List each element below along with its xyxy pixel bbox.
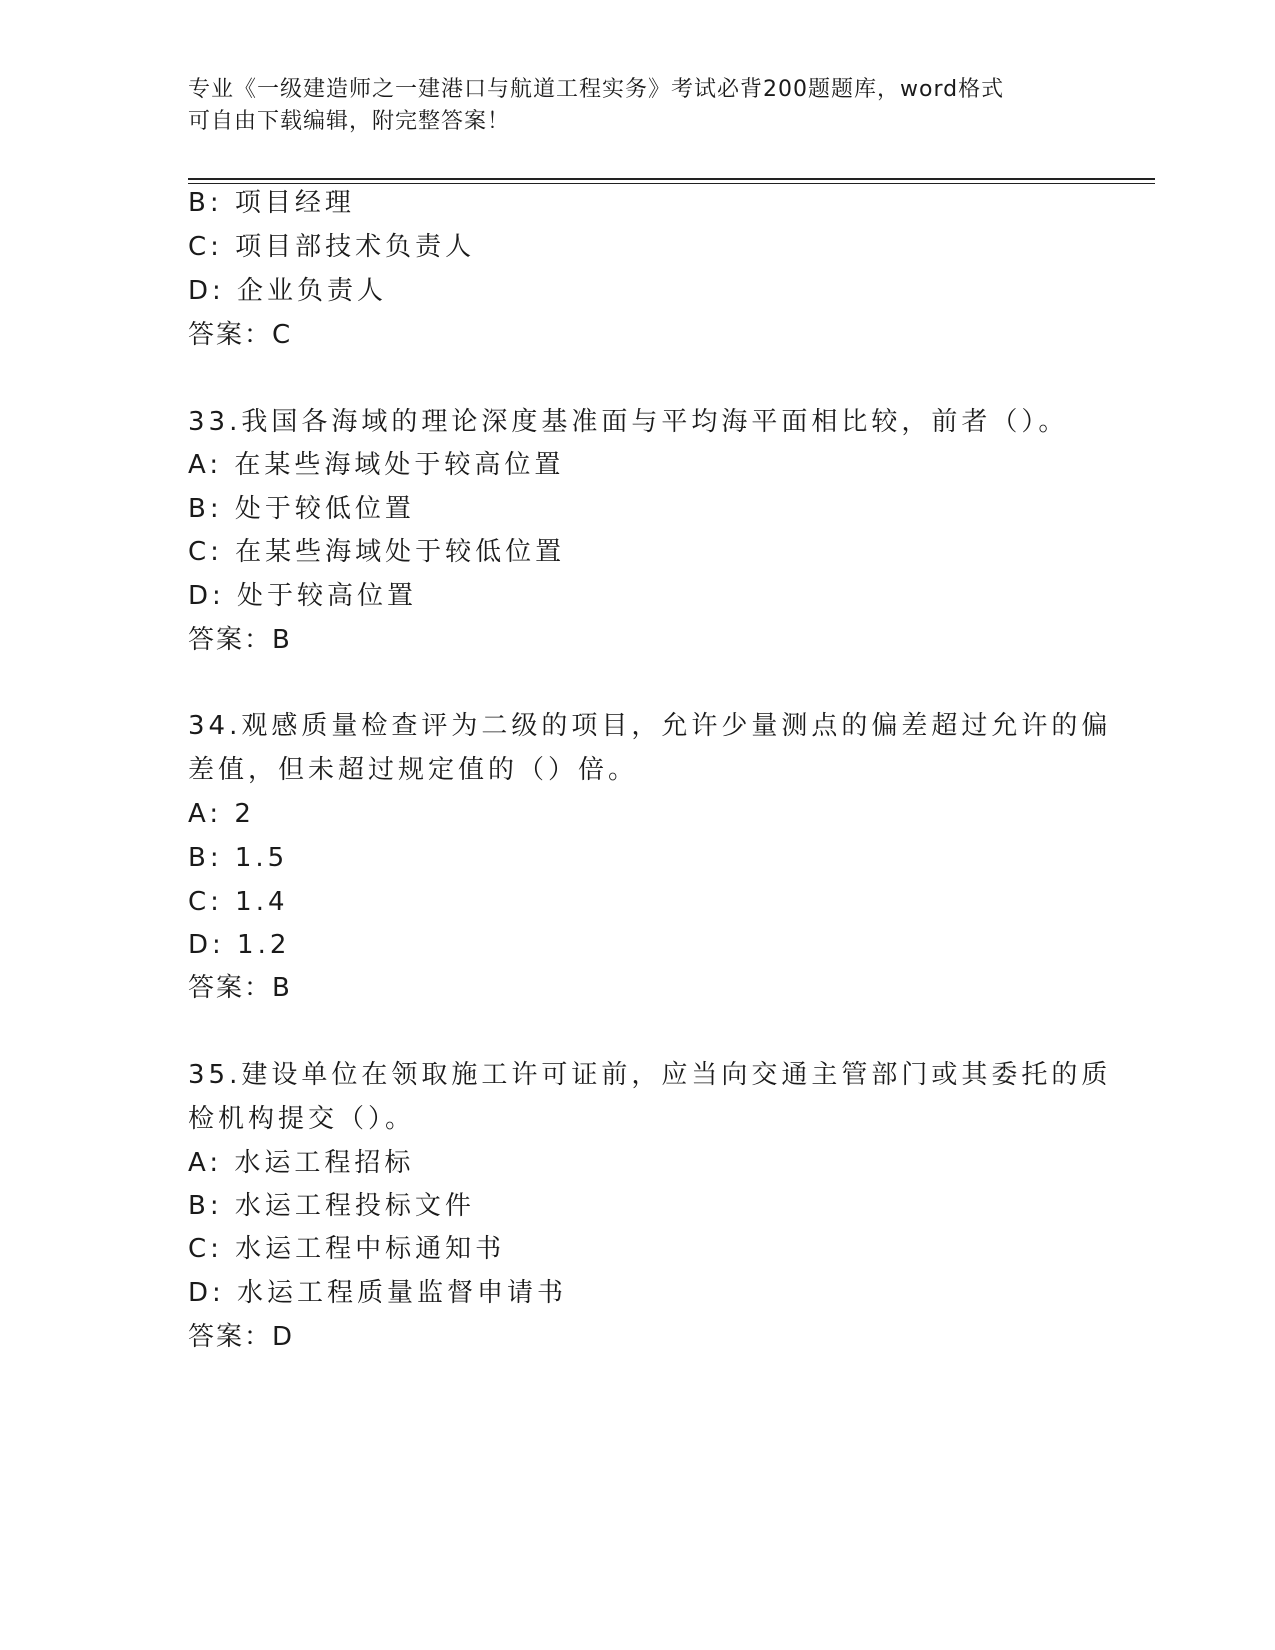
header-divider-thick — [188, 178, 1155, 180]
header-line-1: 专业《一级建造师之一建港口与航道工程实务》考试必背200题题库，word格式 — [188, 77, 1005, 102]
question-text-continued: 差值，但未超过规定值的（）倍。 — [188, 755, 639, 785]
question-text-continued: 检机构提交（）。 — [188, 1104, 416, 1134]
option-a: A: 水运工程招标 — [188, 1148, 415, 1178]
header-line-2: 可自由下载编辑，附完整答案！ — [188, 109, 511, 134]
option-a: A: 2 — [188, 799, 255, 829]
option-b: B: 1.5 — [188, 843, 289, 873]
option-c: C: 1.4 — [188, 887, 289, 917]
question-text: 35.建设单位在领取施工许可证前，应当向交通主管部门或其委托的质 — [188, 1060, 1112, 1090]
option-d: D: 处于较高位置 — [188, 581, 418, 611]
option-d: D: 水运工程质量监督申请书 — [188, 1278, 568, 1308]
option-b: B: 处于较低位置 — [188, 494, 415, 524]
answer: 答案：D — [188, 1322, 295, 1352]
option-b: B: 项目经理 — [188, 188, 355, 218]
option-a: A: 在某些海域处于较高位置 — [188, 450, 565, 480]
answer: 答案：C — [188, 320, 293, 350]
answer: 答案：B — [188, 973, 292, 1003]
option-c: C: 在某些海域处于较低位置 — [188, 537, 566, 567]
answer: 答案：B — [188, 625, 292, 655]
option-c: C: 水运工程中标通知书 — [188, 1234, 506, 1264]
question-text: 33.我国各海域的理论深度基准面与平均海平面相比较，前者（）。 — [188, 407, 1069, 437]
option-c: C: 项目部技术负责人 — [188, 232, 476, 262]
question-text: 34.观感质量检查评为二级的项目，允许少量测点的偏差超过允许的偏 — [188, 711, 1112, 741]
option-d: D: 1.2 — [188, 930, 291, 960]
option-b: B: 水运工程投标文件 — [188, 1191, 475, 1221]
document-header — [188, 74, 1068, 138]
option-d: D: 企业负责人 — [188, 276, 388, 306]
header-divider-thin — [188, 183, 1155, 184]
